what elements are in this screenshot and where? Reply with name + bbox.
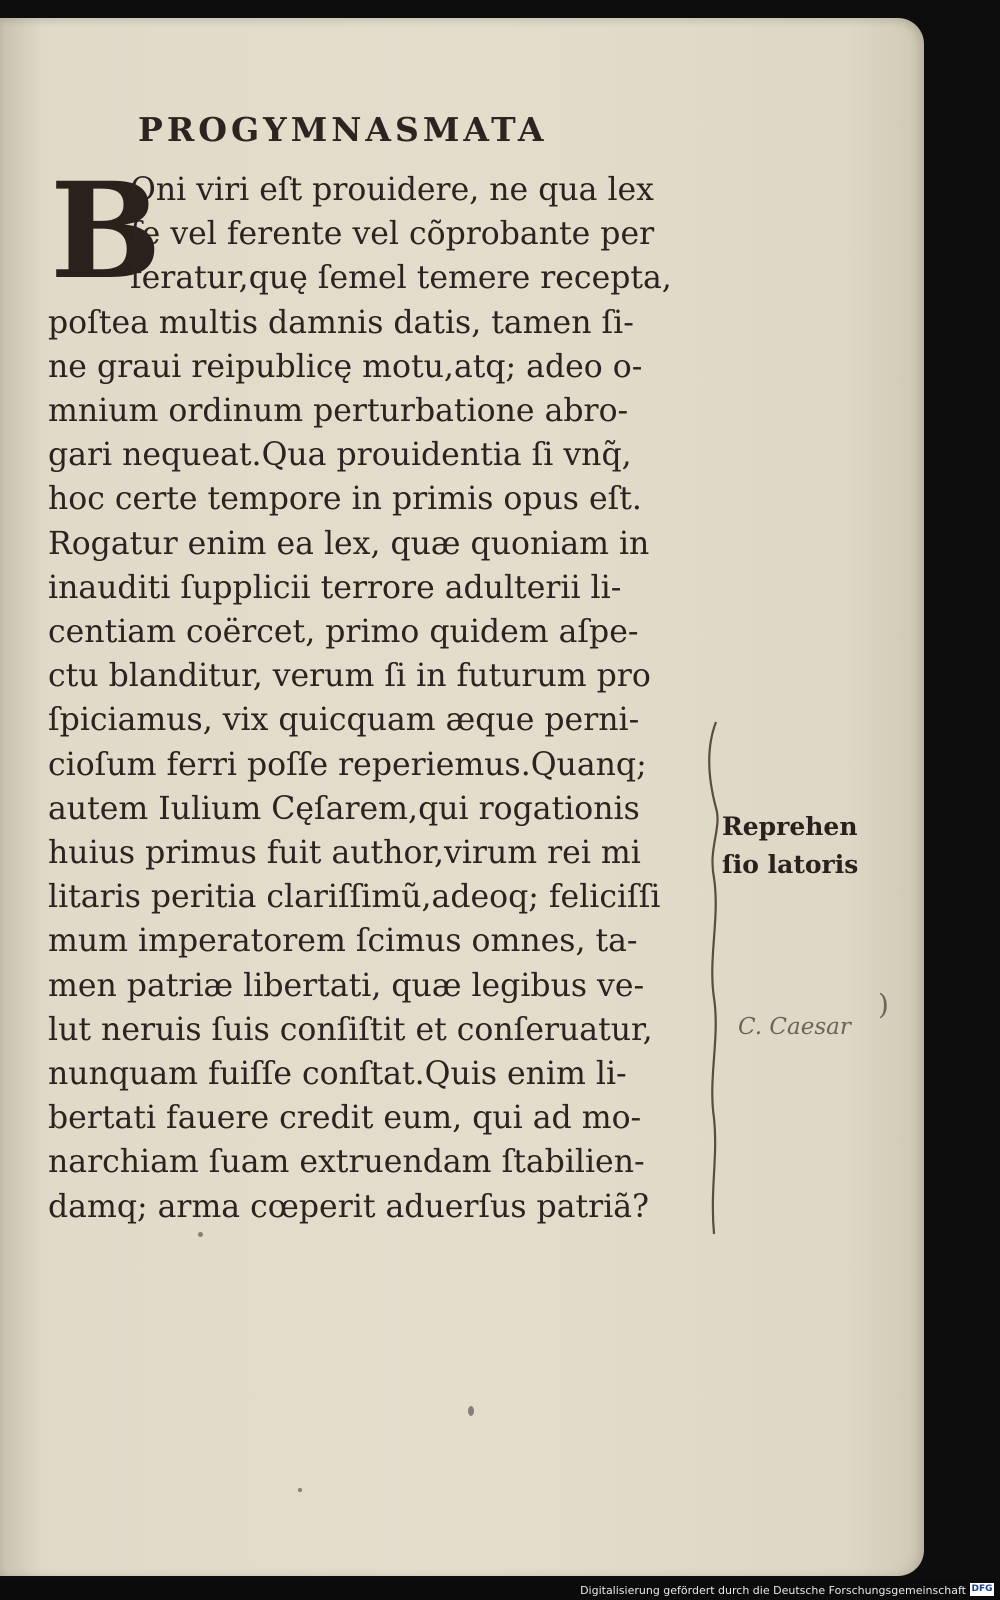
text-line: poſtea multis damnis datis, tamen ſi- [48, 304, 634, 341]
text-line: nunquam fuiſſe conſtat.Quis enim li- [48, 1056, 627, 1093]
marginal-note-line: Reprehen [722, 812, 858, 841]
text-line: ſe vel ferente vel cõprobante per [130, 216, 655, 253]
book-page [0, 18, 924, 1576]
text-line: huius primus fuit author,virum rei mi [48, 835, 641, 872]
text-line: hoc certe tempore in primis opus eſt. [48, 481, 642, 518]
text-line: mum imperatorem ſcimus omnes, ta- [48, 923, 638, 960]
marginal-note-line: ſio latoris [722, 850, 859, 879]
text-line: inauditi ſupplicii terrore adulterii li- [48, 569, 622, 606]
marginal-note [722, 808, 858, 884]
text-line: ſpiciamus, vix quicquam æque perni- [48, 702, 640, 739]
text-line: litaris peritia clariſſimũ,adeoq; feliciſſi [48, 879, 661, 916]
text-line: feratur,quę ſemel temere recepta, [130, 260, 672, 297]
text-line: mnium ordinum perturbatione abro- [48, 393, 629, 430]
text-line: gari nequeat.Qua prouidentia ſi vnq̃, [48, 437, 632, 474]
ink-speck [298, 1488, 302, 1492]
initial-letter: B [50, 154, 162, 309]
handwritten-mark: ) [878, 988, 889, 1021]
body-text [48, 154, 708, 1229]
dfg-logo: DFG [971, 1584, 993, 1594]
text-line: centiam coërcet, primo quidem aſpe- [48, 614, 639, 651]
footer-credit: Digitalisierung gefördert durch die Deutsche Forschungsgemeinschaft [580, 1584, 966, 1597]
margin-brace [702, 718, 728, 1238]
running-head: PROGYMNASMATA [138, 110, 548, 149]
ink-speck [468, 1406, 474, 1416]
text-line: narchiam ſuam extruendam ſtabilien- [48, 1144, 645, 1181]
text-line: cioſum ferri poſſe reperiemus.Quanq; [48, 746, 647, 783]
text-line: autem Iulium Cęſarem,qui rogationis [48, 790, 640, 827]
text-line: ctu blanditur, verum ſi in futurum pro [48, 658, 651, 695]
handwritten-note: C. Caesar [738, 1014, 851, 1040]
page-gutter-shadow [0, 18, 40, 1576]
text-line: ne graui reipublicę motu,atq; adeo o- [48, 348, 643, 385]
text-line: Oni viri eſt prouidere, ne qua lex [130, 172, 654, 208]
text-line: bertati fauere credit eum, qui ad mo- [48, 1100, 642, 1137]
ink-speck [198, 1232, 203, 1237]
text-line: lut neruis ſuis conſiſtit et conſeruatur, [48, 1011, 653, 1048]
text-line: damq; arma cœperit aduerſus patriã? [48, 1188, 649, 1225]
text-line: Rogatur enim ea lex, quæ quoniam in [48, 525, 650, 562]
footer-bar [0, 1578, 1000, 1600]
text-line: men patriæ libertati, quæ legibus ve- [48, 967, 645, 1004]
